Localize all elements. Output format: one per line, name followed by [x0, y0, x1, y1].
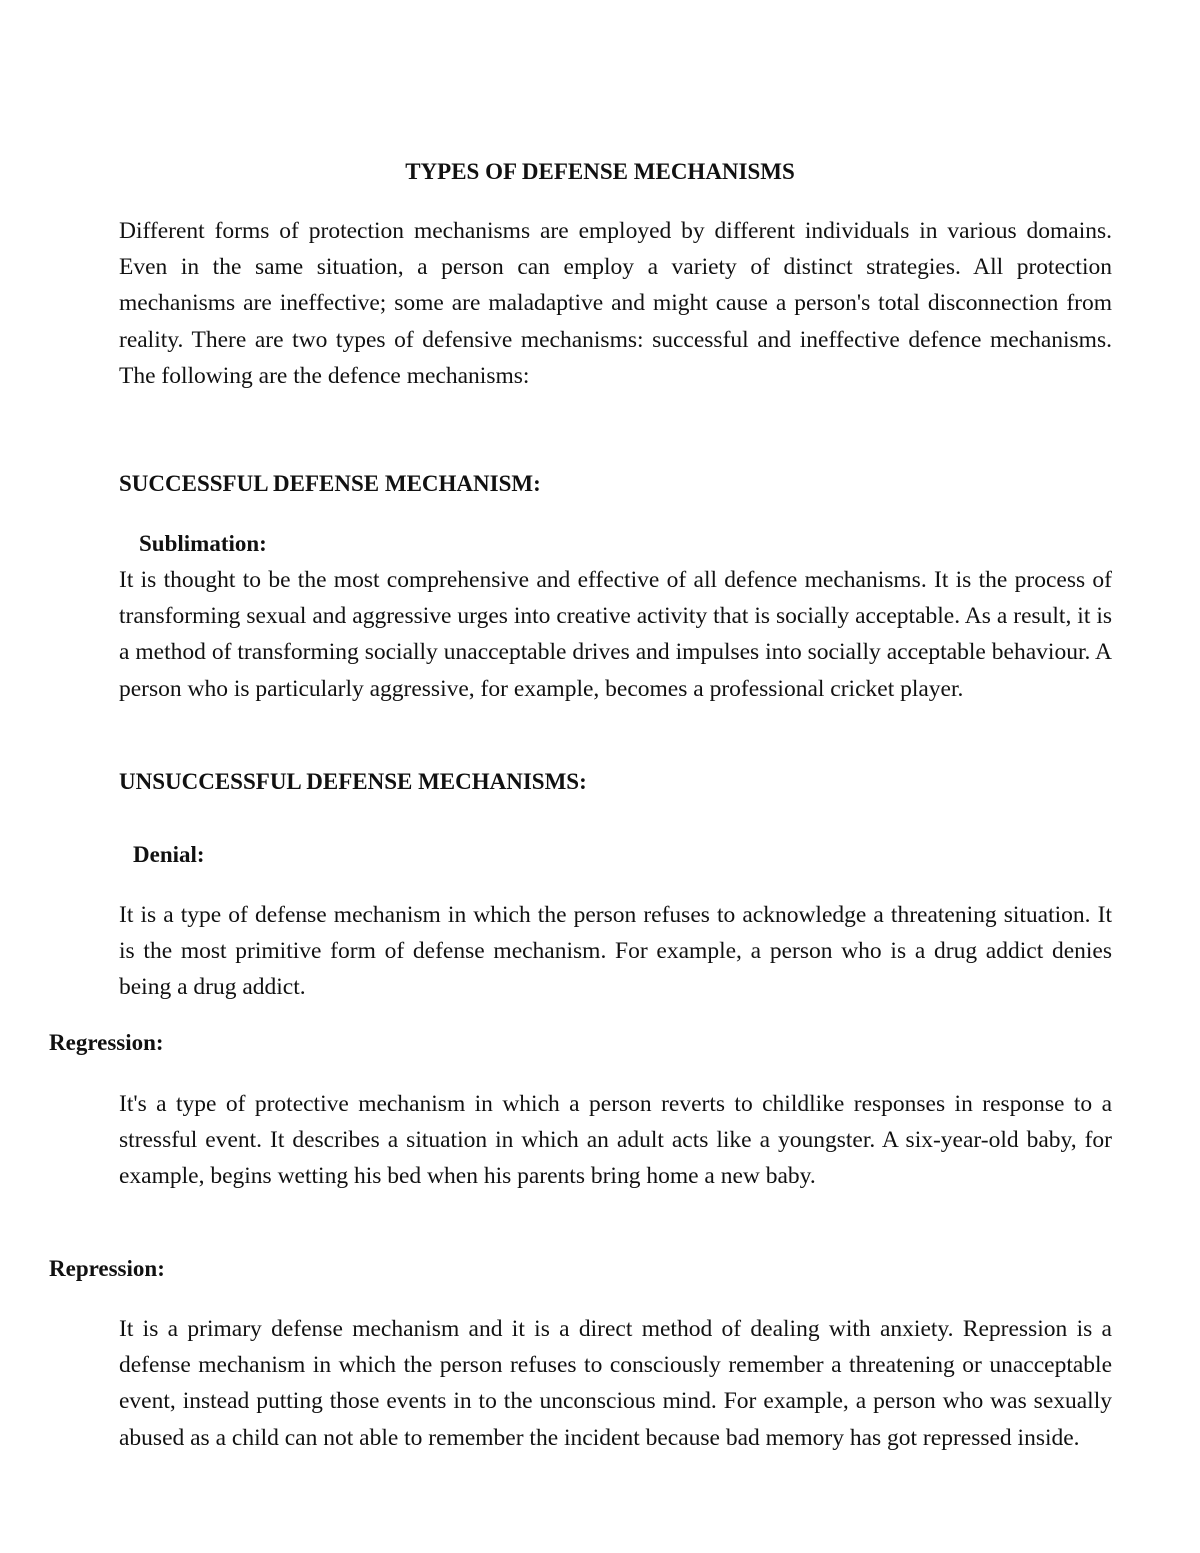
sublimation-heading: Sublimation:	[139, 531, 267, 556]
intro-paragraph: Different forms of protection mechanisms are employed by different individuals in various domains. Even in the same situation, a person can employ a variety of distinct strategies. All protection mechanisms are ineffective; some are maladaptive and might cause a person's total disconnection from reality. There are two types of defensive mechanisms: successful and ineffective defence mechanisms. The following are the defence mechanisms:	[119, 218, 1112, 389]
regression-heading: Regression:	[49, 1030, 164, 1055]
page-title: TYPES OF DEFENSE MECHANISMS	[405, 159, 795, 184]
repression-heading: Repression:	[49, 1256, 165, 1281]
successful-heading: SUCCESSFUL DEFENSE MECHANISM:	[119, 471, 541, 496]
unsuccessful-heading: UNSUCCESSFUL DEFENSE MECHANISMS:	[119, 769, 587, 794]
repression-paragraph: It is a primary defense mechanism and it is a direct method of dealing with anxiety. Repression is a defense mechanism in which the person refuses to consciously remember a threatening or unacceptable event, instead putting those events in to the unconscious mind. For example, a person who was sexually abused as a child can not able to remember the incident because bad memory has got repressed inside.	[119, 1316, 1112, 1451]
denial-heading: Denial:	[133, 842, 205, 867]
denial-paragraph: It is a type of defense mechanism in which the person refuses to acknowledge a threatening situation. It is the most primitive form of defense mechanism. For example, a person who is a drug addict denies being a drug addict.	[119, 902, 1112, 1001]
sublimation-paragraph: It is thought to be the most comprehensive and effective of all defence mechanisms. It is the process of transforming sexual and aggressive urges into creative activity that is socially acceptable. As a result, it is a method of transforming socially unacceptable drives and impulses into socially acceptable behaviour. A person who is particularly aggressive, for example, becomes a professional cricket player.	[119, 567, 1112, 702]
regression-paragraph: It's a type of protective mechanism in which a person reverts to childlike responses in response to a stressful event. It describes a situation in which an adult acts like a youngster. A six-year-old baby, for example, begins wetting his bed when his parents bring home a new baby.	[119, 1091, 1112, 1190]
